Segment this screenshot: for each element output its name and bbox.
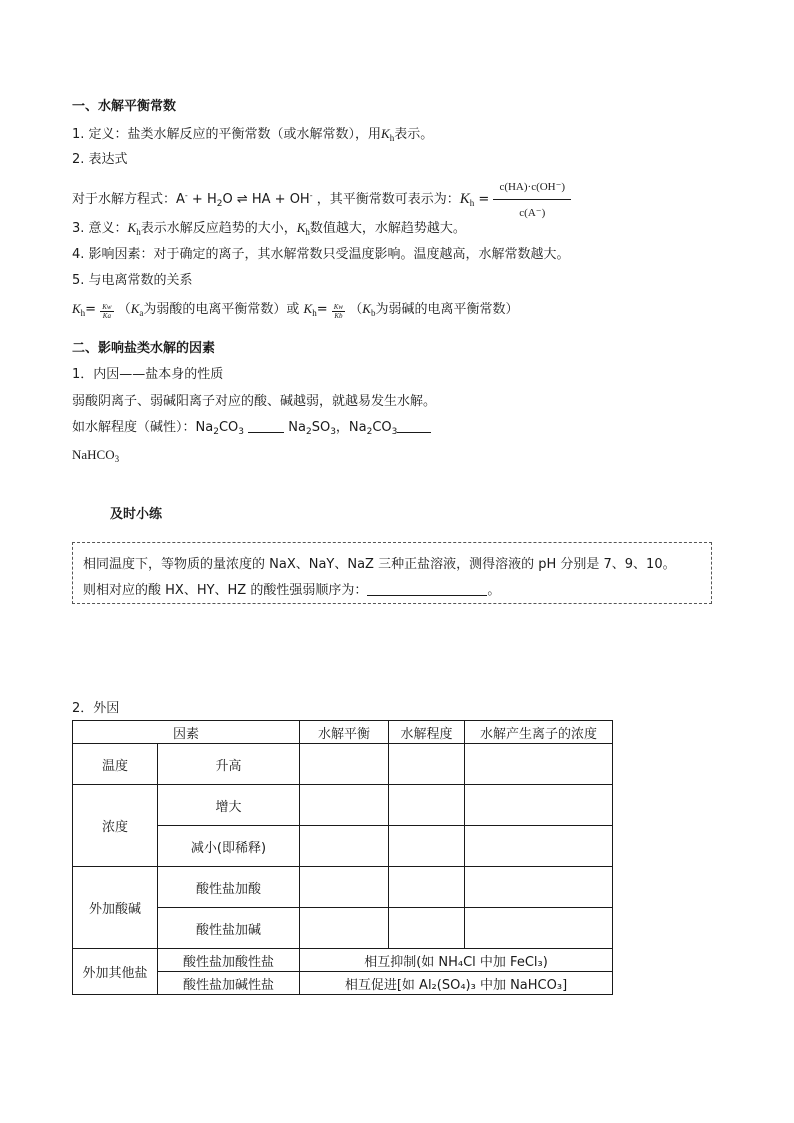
header-degree: 水解程度 [389, 721, 465, 744]
header-equilibrium: 水解平衡 [300, 721, 389, 744]
internal-cause-text: 弱酸阴离子、弱碱阳离子对应的酸、碱越弱，就越易发生水解。 [72, 394, 437, 409]
acid-base-condition-acid: 酸性盐加酸 [158, 867, 300, 908]
temperature-condition: 升高 [158, 744, 300, 785]
expression-line: 对于水解方程式：$A^- + H_2O$ ⇌ HA + OH- ，其平衡常数可表示为：$K_h$ = $\frac{c(HA)\cdot c(OH^-)}{c(A^-)}$ [72, 178, 571, 214]
table-row [73, 867, 613, 908]
header-factor: 因素 [73, 721, 300, 744]
acid-base-label: 外加酸碱 [73, 867, 158, 949]
acid-base-condition-base: 酸性盐加碱 [158, 908, 300, 949]
answer-blank-2[interactable] [397, 420, 431, 433]
practice-box [72, 542, 712, 604]
table-row [73, 949, 613, 972]
answer-cell[interactable] [300, 908, 389, 949]
answer-cell[interactable] [300, 785, 389, 826]
external-factors-table [72, 720, 613, 995]
kh-fraction [493, 178, 571, 222]
kw-over-kb: $\frac{Kw}{Kb}$ [333, 302, 344, 320]
answer-cell[interactable] [300, 744, 389, 785]
section1-title: 一、水解平衡常数 [72, 99, 177, 114]
section2-title: 二、影响盐类水解的因素 [72, 341, 216, 356]
answer-cell[interactable] [300, 826, 389, 867]
external-cause-heading: 2．外因 [72, 701, 120, 716]
concentration-condition-increase: 增大 [158, 785, 300, 826]
answer-cell[interactable] [389, 826, 465, 867]
answer-cell[interactable] [465, 867, 613, 908]
answer-cell[interactable] [300, 867, 389, 908]
practice-title: 及时小练 [110, 507, 163, 522]
nahco3-line: NaHCO$_3$ [72, 447, 120, 464]
definition-line: 1. 定义：盐类水解反应的平衡常数（或水解常数），用$K_h$表示。 [72, 126, 434, 143]
concentration-label: 浓度 [73, 785, 158, 867]
relation-line: $K_h=$ $\frac{Kw}{Ka}$ （$K_a$为弱酸的电离平衡常数）或 $K_h=$ $\frac{Kw}{Kb}$ （$K_b$为弱碱的电离平衡常数） [72, 301, 519, 320]
kh-denominator: c(A⁻) [519, 207, 546, 219]
answer-cell[interactable] [465, 785, 613, 826]
answer-cell[interactable] [465, 826, 613, 867]
expression-heading: 2. 表达式 [72, 152, 128, 167]
internal-cause-heading: 1．内因——盐本身的性质 [72, 367, 224, 382]
answer-cell[interactable] [389, 867, 465, 908]
kw-over-ka: $\frac{Kw}{Ka}$ [102, 302, 112, 320]
answer-cell[interactable] [465, 744, 613, 785]
answer-cell[interactable] [465, 908, 613, 949]
answer-blank-1[interactable] [248, 420, 284, 433]
answer-cell[interactable] [389, 908, 465, 949]
practice-question: 相同温度下，等物质的量浓度的 NaX、NaY、NaZ 三种正盐溶液，测得溶液的 pH 分别是 7、9、10。 [83, 557, 676, 572]
salt-result-promote: 相互促进[如 Al₂(SO₄)₃ 中加 NaHCO₃] [300, 972, 613, 995]
practice-answer-blank[interactable] [367, 583, 487, 596]
relation-heading: 5. 与电离常数的关系 [72, 273, 193, 288]
kh-numerator: c(HA)·c(OH⁻) [493, 178, 571, 200]
salt-condition-basic: 酸性盐加碱性盐 [158, 972, 300, 995]
answer-cell[interactable] [389, 785, 465, 826]
table-row [73, 785, 613, 826]
practice-answer-line: 则相对应的酸 HX、HY、HZ 的酸性强弱顺序为： 。 [83, 583, 501, 598]
salt-condition-acidic: 酸性盐加酸性盐 [158, 949, 300, 972]
table-row [73, 744, 613, 785]
hydrolysis-order-line: 如水解程度（碱性）：$Na_2CO_3$ $Na_2SO_3$，$Na_2CO_3$ [72, 419, 431, 441]
meaning-line: 3. 意义：$K_h$表示水解反应趋势的大小，$K_h$数值越大，水解趋势越大。 [72, 220, 466, 237]
header-ion-concentration: 水解产生离子的浓度 [465, 721, 613, 744]
concentration-condition-decrease: 减小(即稀释) [158, 826, 300, 867]
answer-cell[interactable] [389, 744, 465, 785]
salt-result-inhibit: 相互抑制(如 NH₄Cl 中加 FeCl₃) [300, 949, 613, 972]
table-header-row [73, 721, 613, 744]
influence-line: 4. 影响因素：对于确定的离子，其水解常数只受温度影响。温度越高，水解常数越大。 [72, 247, 570, 262]
temperature-label: 温度 [73, 744, 158, 785]
other-salt-label: 外加其他盐 [73, 949, 158, 995]
